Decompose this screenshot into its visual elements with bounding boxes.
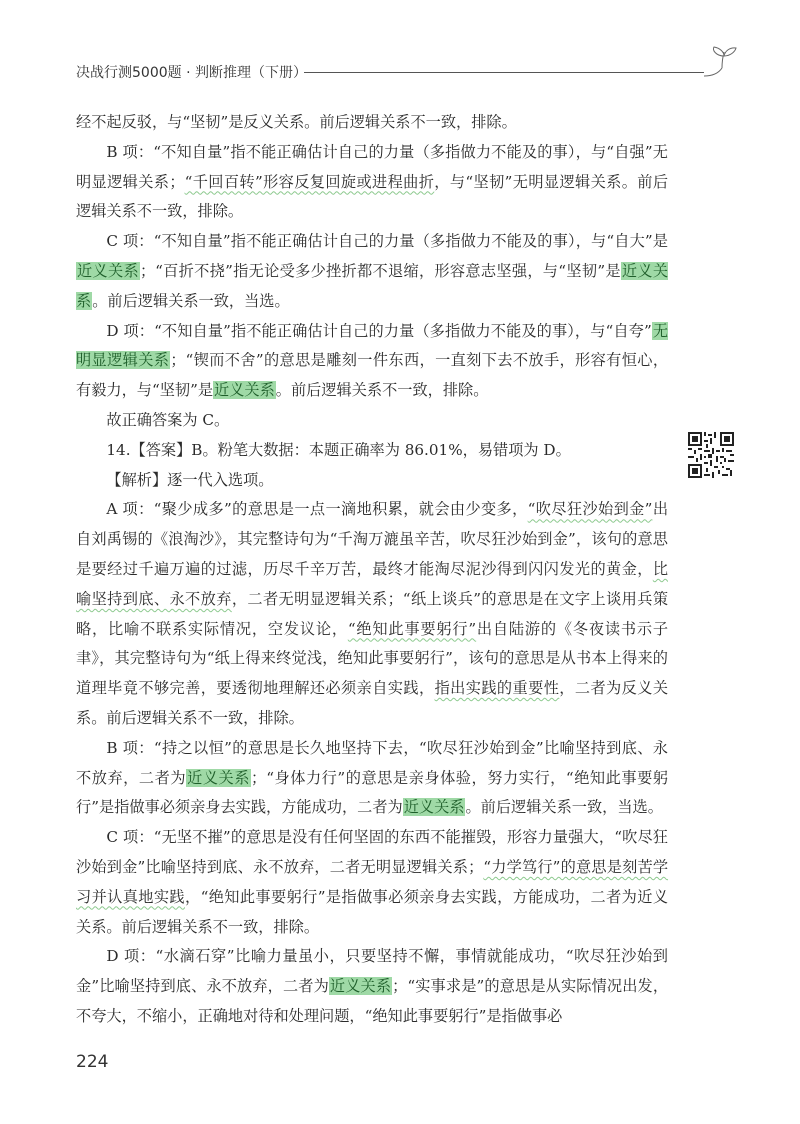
paragraph-p10	[76, 942, 668, 1031]
wavy-underlined-text: 指出实践的重要性	[434, 679, 560, 698]
wavy-underlined-text: 比喻坚持到底、永不放弃	[76, 559, 668, 608]
text-run: 14.【答案】B。粉笔大数据：本题正确率为 86.01%，易错项为 D。	[106, 440, 571, 459]
text-run: C 项：“不知自量”指不能正确估计自己的力量（多指做力不能及的事），与“自大”是	[106, 232, 668, 251]
paragraph-p5	[76, 436, 668, 466]
wavy-underlined-text: “吹尽狂沙始到金”	[527, 500, 653, 519]
highlighted-term: 无明显逻辑关系	[76, 321, 669, 370]
text-run: ；“百折不挠”指无论受多少挫折都不退缩，形容意志坚强，与“坚韧”是	[139, 261, 621, 280]
paragraph-p9	[76, 823, 668, 942]
paragraph-p1	[76, 138, 668, 227]
text-run: ；“锲而不舍”的意思是雕刻一件东西，一直刻下去不放手，形容有恒心，有毅力，与“坚韧”是	[76, 351, 669, 400]
text-run: 【解析】逐一代入选项。	[106, 470, 274, 489]
text-run: A 项：“聚少成多”的意思是一点一滴地积累，就会由少变多，	[106, 500, 528, 519]
paragraph-p4	[76, 406, 668, 436]
text-run: ；“身体力行”的意思是亲身体验，努力实行，“绝知此事要躬行”是指做事必须亲身去实践，方能成功，二者为	[76, 768, 669, 817]
text-run: B 项：“不知自量”指不能正确估计自己的力量（多指做力不能及的事），与“自强”无明显逻辑关系；	[76, 142, 668, 191]
paragraph-p0	[76, 108, 668, 138]
text-run: ，二者无明显逻辑关系；“纸上谈兵”的意思是在文字上谈用兵策略，比喻不联系实际情况，空发议论，	[76, 589, 669, 638]
highlighted-term: 近义关系	[329, 977, 392, 996]
text-run: 。前后逻辑关系不一致，排除。	[275, 381, 489, 400]
qr-code[interactable]	[686, 430, 736, 480]
text-run: 出自陆游的《冬夜读书示子聿》，其完整诗句为“纸上得来终觉浅，绝知此事要躬行”，该句的意思是从书本上得来的道理毕竟不够完善，要透彻地理解还必须亲自实践，	[76, 619, 669, 698]
text-run: ；“实事求是”的意思是从实际情况出发，不夸大，不缩小，正确地对待和处理问题，“绝知此事要躬行”是指做事必	[76, 977, 669, 1025]
paragraph-p7	[76, 495, 668, 733]
highlighted-term: 近义关系	[77, 261, 139, 280]
highlighted-term: 近义关系	[76, 261, 669, 310]
wavy-underlined-text: “力学笃行”的意思是刻苦学习并认真地实践	[76, 857, 669, 906]
paragraph-p3	[76, 317, 668, 406]
wavy-underlined-text: “千回百转”形容反复回旋或进程曲折	[184, 172, 435, 191]
text-run: D 项：“不知自量”指不能正确估计自己的力量（多指做力不能及的事），与“自夸”	[106, 321, 652, 340]
wavy-underlined-text: “绝知此事要躬行”	[347, 619, 477, 638]
header-rule	[304, 72, 704, 73]
text-run: 。前后逻辑关系一致，当选。	[465, 798, 663, 817]
text-run: C 项：“无坚不摧”的意思是没有任何坚固的东西不能摧毁，形容力量强大，“吹尽狂沙始到金”比喻坚持到底、永不放弃，二者无明显逻辑关系；	[76, 828, 668, 876]
sprout-icon	[702, 46, 742, 88]
highlighted-term: 近义关系	[403, 798, 465, 817]
paragraph-p8	[76, 734, 668, 823]
highlighted-term: 近义关系	[214, 381, 275, 400]
paragraph-p6	[76, 466, 668, 496]
text-run: B 项：“持之以恒”的意思是长久地坚持下去，“吹尽狂沙始到金”比喻坚持到底、永不放弃，二者为	[76, 738, 668, 787]
text-run: 。前后逻辑关系一致，当选。	[92, 291, 290, 310]
text-run: 经不起反驳，与“坚韧”是反义关系。前后逻辑关系不一致，排除。	[76, 113, 517, 131]
paragraph-p2	[76, 227, 668, 316]
text-run: 出自刘禹锡的《浪淘沙》，其完整诗句为“千淘万漉虽辛苦，吹尽狂沙始到金”，该句的意思是要经过千遍万遍的过滤，历尽千辛万苦，最终才能淘尽泥沙得到闪闪发光的黄金，	[76, 500, 669, 578]
running-header	[76, 58, 756, 88]
answer-explanation-body	[76, 108, 668, 1032]
text-run: ，与“坚韧”无明显逻辑关系。前后逻辑关系不一致，排除。	[76, 172, 669, 221]
text-run: D 项：“水滴石穿”比喻力量虽小，只要坚持不懈，事情就能成功，“吹尽狂沙始到金”比喻坚持到底、永不放弃，二者为	[76, 947, 668, 996]
text-run: ，二者为反义关系。前后逻辑关系不一致，排除。	[76, 679, 669, 727]
highlighted-term: 近义关系	[187, 768, 251, 787]
page-number: 224	[76, 1052, 109, 1072]
book-title: 决战行测5000题 · 判断推理（下册）	[76, 65, 307, 81]
text-run: 故正确答案为 C。	[106, 410, 230, 429]
text-run: ，“绝知此事要躬行”是指做事必须亲身去实践，方能成功，二者为近义关系。前后逻辑关系不一致，排除。	[76, 887, 669, 936]
